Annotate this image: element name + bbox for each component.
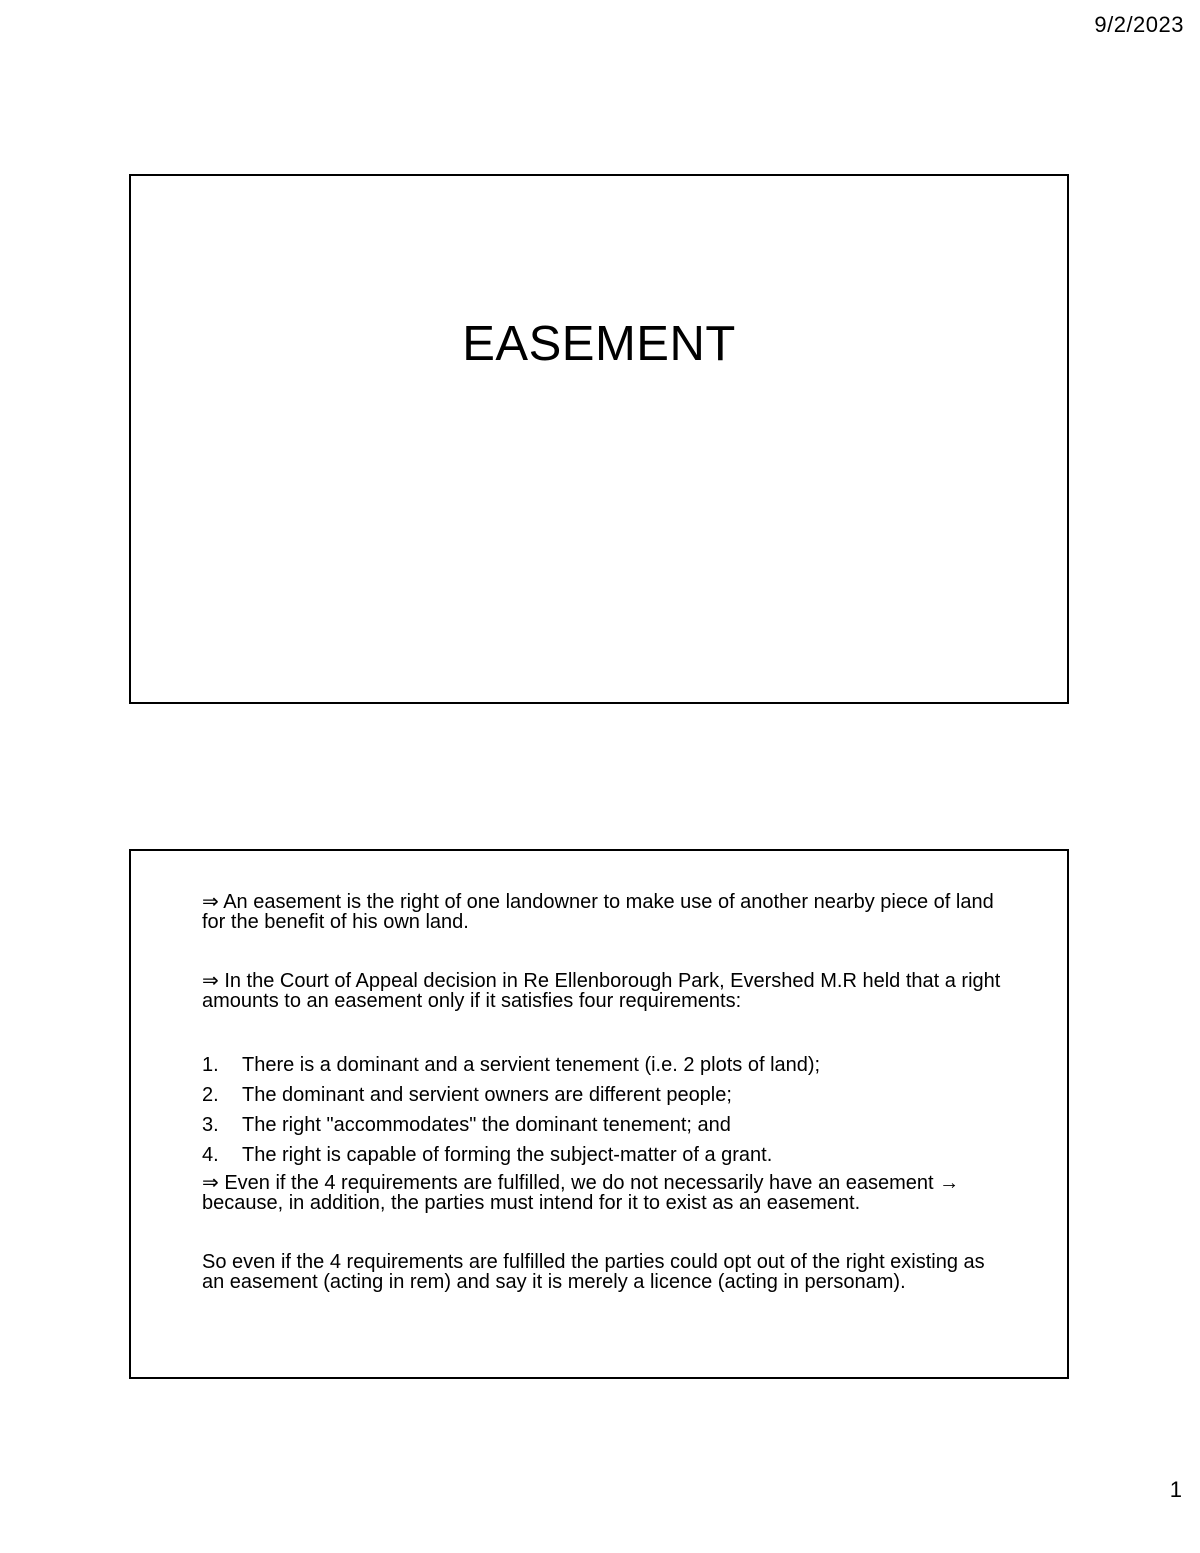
print-date: 9/2/2023 (1094, 12, 1184, 37)
list-item-text: The right is capable of forming the subject-matter of a grant. (242, 1144, 773, 1166)
case-paragraph: ⇒ In the Court of Appeal decision in Re Ellenborough Park, Evershed M.R held that a right amounts to an easement only if it satisfies four requirements: (202, 970, 1001, 1012)
list-item (202, 1140, 1002, 1170)
list-item-number: 4. (202, 1144, 219, 1166)
list-item-text: The right "accommodates" the dominant tenement; and (242, 1114, 731, 1136)
slide-content-frame (129, 849, 1069, 1379)
list-item-number: 3. (202, 1114, 219, 1136)
slide-title: EASEMENT (462, 317, 736, 371)
list-item (202, 1110, 1002, 1140)
list-item-text: There is a dominant and a servient tenement (i.e. 2 plots of land); (242, 1054, 821, 1076)
requirements-list (202, 1050, 1002, 1170)
definition-paragraph: ⇒ An easement is the right of one landowner to make use of another nearby piece of land for the benefit of his own land. (202, 891, 994, 933)
slide-title-frame (129, 174, 1069, 704)
list-item-number: 2. (202, 1084, 219, 1106)
list-item-text: The dominant and servient owners are different people; (242, 1084, 732, 1106)
slide-body (202, 892, 1002, 1292)
licence-paragraph: So even if the 4 requirements are fulfilled the parties could opt out of the right existing as an easement (acting in rem) and say it is merely a licence (acting in personam). (202, 1251, 985, 1293)
intention-paragraph: ⇒ Even if the 4 requirements are fulfilled, we do not necessarily have an easement → because, in addition, the parties must intend for it to exist as an easement. (202, 1172, 960, 1214)
list-item (202, 1050, 1002, 1080)
list-item-number: 1. (202, 1054, 219, 1076)
list-item (202, 1080, 1002, 1110)
page-number: 1 (1169, 1477, 1182, 1502)
